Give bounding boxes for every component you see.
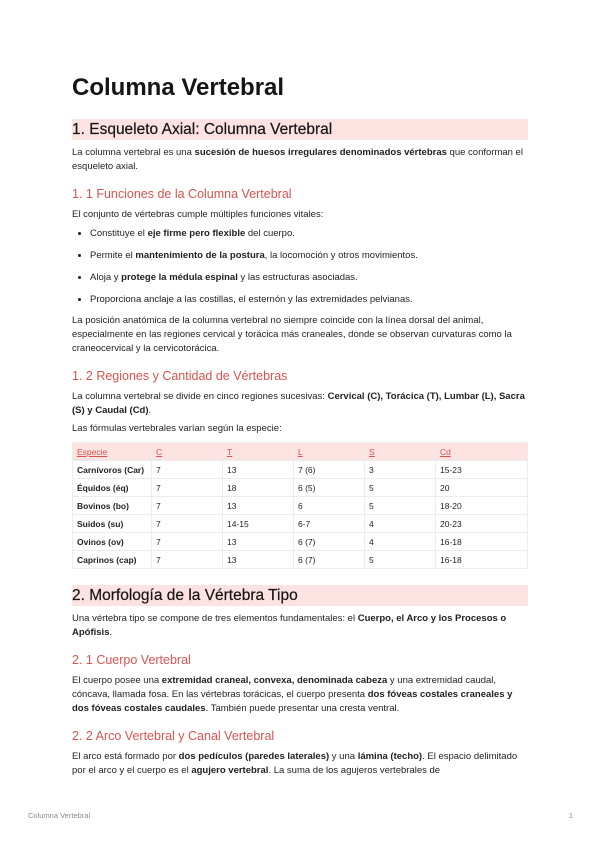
- table-row: [73, 551, 528, 569]
- table-row: [73, 515, 528, 533]
- list-item: • Proporciona anclaje a las costillas, el esternón y las extremidades pelvianas.: [90, 292, 528, 307]
- table-cell: 6: [294, 497, 365, 515]
- species-cell: Bovinos (bo): [73, 497, 152, 515]
- table-cell: 3: [365, 461, 436, 479]
- table-cell: 6 (7): [294, 551, 365, 569]
- table-row: [73, 461, 528, 479]
- subsection-heading-1-1: 1. 1 Funciones de la Columna Vertebral: [72, 187, 292, 201]
- table-cell: 7: [152, 551, 223, 569]
- subsection-heading-1-2: 1. 2 Regiones y Cantidad de Vértebras: [72, 369, 288, 383]
- page-footer: [28, 811, 573, 820]
- arch-paragraph: El arco está formado por dos pedículos (paredes laterales) y una lámina (techo). El espacio delimitado por el arco y el cuerpo es el agujero vertebral. La suma de los agujeros vertebrales de: [72, 751, 518, 776]
- table-cell: 4: [365, 533, 436, 551]
- functions-list: [72, 226, 528, 307]
- list-item: • Aloja y protege la médula espinal y las estructuras asociadas.: [90, 270, 528, 285]
- column-header: L: [294, 443, 365, 461]
- table-cell: 16-18: [436, 551, 528, 569]
- table-cell: 13: [223, 461, 294, 479]
- table-cell: 5: [365, 551, 436, 569]
- table-row: [73, 497, 528, 515]
- table-cell: 5: [365, 479, 436, 497]
- table-cell: 7: [152, 497, 223, 515]
- species-cell: Carnívoros (Car): [73, 461, 152, 479]
- vertebral-formula-table: [72, 442, 528, 569]
- document-page: [72, 72, 528, 782]
- column-header: S: [365, 443, 436, 461]
- page-title: Columna Vertebral: [72, 74, 285, 101]
- anatomical-position-paragraph: La posición anatómica de la columna vertebral no siempre coincide con la línea dorsal del animal, especialmente en las regiones cervical y torácica más craneales, donde se observan curvaturas como la craneocervical y la cervicotorácica.: [72, 315, 512, 354]
- subsection-heading-2-1: 2. 1 Cuerpo Vertebral: [72, 653, 191, 667]
- list-item: • Constituye el eje firme pero flexible del cuerpo.: [90, 226, 528, 241]
- table-cell: 18-20: [436, 497, 528, 515]
- column-header: Especie: [73, 443, 152, 461]
- functions-lead: El conjunto de vértebras cumple múltiples funciones vitales:: [72, 209, 324, 220]
- table-cell: 6-7: [294, 515, 365, 533]
- list-item: • Permite el mantenimiento de la postura, la locomoción y otros movimientos.: [90, 248, 528, 263]
- table-cell: 18: [223, 479, 294, 497]
- table-cell: 15-23: [436, 461, 528, 479]
- table-cell: 5: [365, 497, 436, 515]
- regions-paragraph: La columna vertebral se divide en cinco regiones sucesivas: Cervical (C), Torácica (T), Lumbar (L), Sacra (S) y Caudal (Cd).: [72, 391, 525, 416]
- species-cell: Caprinos (cap): [73, 551, 152, 569]
- table-cell: 7: [152, 461, 223, 479]
- table-cell: 20-23: [436, 515, 528, 533]
- table-cell: 14-15: [223, 515, 294, 533]
- table-header-row: [73, 443, 528, 461]
- table-cell: 13: [223, 497, 294, 515]
- section-heading-2: 2. Morfología de la Vértebra Tipo: [72, 585, 528, 606]
- table-cell: 6 (7): [294, 533, 365, 551]
- species-cell: Ovinos (ov): [73, 533, 152, 551]
- section-heading-1: 1. Esqueleto Axial: Columna Vertebral: [72, 119, 528, 140]
- section-1-intro: La columna vertebral es una sucesión de huesos irregulares denominados vértebras que conforman el esqueleto axial.: [72, 147, 523, 172]
- section-2-intro: Una vértebra tipo se compone de tres elementos fundamentales: el Cuerpo, el Arco y los Procesos o Apófisis.: [72, 613, 507, 638]
- table-cell: 6 (5): [294, 479, 365, 497]
- subsection-heading-2-2: 2. 2 Arco Vertebral y Canal Vertebral: [72, 729, 275, 743]
- table-cell: 16-18: [436, 533, 528, 551]
- column-header: Cd: [436, 443, 528, 461]
- species-cell: Suidos (su): [73, 515, 152, 533]
- table-row: [73, 479, 528, 497]
- page-number: 1: [568, 811, 573, 820]
- column-header: C: [152, 443, 223, 461]
- table-cell: 7 (6): [294, 461, 365, 479]
- body-paragraph: El cuerpo posee una extremidad craneal, convexa, denominada cabeza y una extremidad caudal, cóncava, llamada fosa. En las vértebras torácicas, el cuerpo presenta dos fóveas costales craneales y dos fóveas costales caudales. También puede presentar una cresta ventral.: [72, 675, 513, 714]
- table-cell: 4: [365, 515, 436, 533]
- table-cell: 7: [152, 479, 223, 497]
- table-row: [73, 533, 528, 551]
- table-cell: 7: [152, 533, 223, 551]
- species-cell: Équidos (éq): [73, 479, 152, 497]
- footer-title: Columna Vertebral: [28, 811, 91, 820]
- table-cell: 13: [223, 533, 294, 551]
- table-cell: 7: [152, 515, 223, 533]
- table-cell: 13: [223, 551, 294, 569]
- column-header: T: [223, 443, 294, 461]
- formulas-lead: Las fórmulas vertebrales varían según la especie:: [72, 423, 282, 434]
- table-cell: 20: [436, 479, 528, 497]
